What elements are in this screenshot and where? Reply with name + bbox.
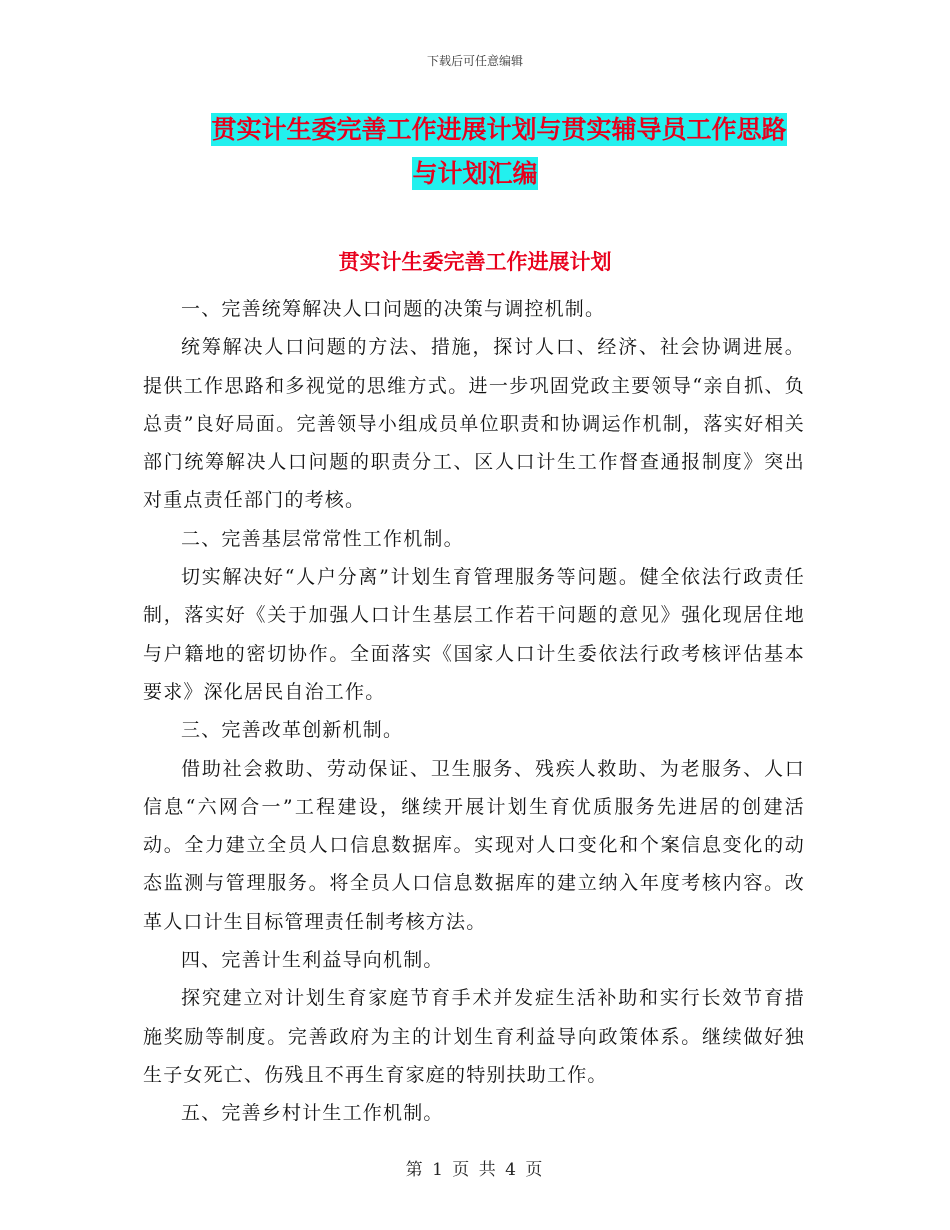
paragraph-heading-1: 一、完善统筹解决人口问题的决策与调控机制。 (181, 298, 606, 320)
paragraph-heading-2: 二、完善基层常常性工作机制。 (181, 527, 464, 550)
title-line-1: 贯实计生委完善工作进展计划与贯实辅导员工作思路 (211, 115, 787, 144)
document-body (143, 290, 805, 1133)
paragraph: 借助社会救助、劳动保证、卫生服务、残疾人救助、为老服务、人口信息“六网合一”工程建设，继续开展计划生育优质服务先进居的创建活动。全力建立全员人口信息数据库。实现对人口变化和个案信息变化的动态监测与管理服务。将全员人口信息数据库的建立纳入年度考核内容。改革人口计生目标管理责任制考核方法。 (143, 757, 805, 933)
document-title (0, 108, 950, 196)
paragraph-heading-4: 四、完善计生利益导向机制。 (181, 949, 444, 972)
section-title: 贯实计生委完善工作进展计划 (338, 250, 612, 274)
page-number-footer: 第 1 页 共 4 页 (405, 1160, 545, 1180)
header-note: 下载后可任意编辑 (426, 54, 523, 68)
paragraph: 统筹解决人口问题的方法、措施，探讨人口、经济、社会协调进展。提供工作思路和多视觉的思维方式。进一步巩固党政主要领导“亲自抓、负总责”良好局面。完善领导小组成员单位职责和协调运作机制，落实好相关部门统筹解决人口问题的职责分工、区人口计生工作督查通报制度》突出对重点责任部门的考核。 (143, 336, 805, 512)
paragraph: 探究建立对计划生育家庭节育手术并发症生活补助和实行长效节育措施奖励等制度。完善政府为主的计划生育利益导向政策体系。继续做好独生子女死亡、伤残且不再生育家庭的特别扶助工作。 (143, 987, 805, 1086)
title-line-2: 与计划汇编 (412, 159, 538, 188)
paragraph-heading-5: 五、完善乡村计生工作机制。 (181, 1102, 444, 1125)
paragraph-heading-3: 三、完善改革创新机制。 (181, 719, 404, 742)
paragraph: 切实解决好“人户分离”计划生育管理服务等问题。健全依法行政责任制，落实好《关于加强人口计生基层工作若干问题的意见》强化现居住地与户籍地的密切协作。全面落实《国家人口计生委依法行政考核评估基本要求》深化居民自治工作。 (143, 566, 805, 703)
